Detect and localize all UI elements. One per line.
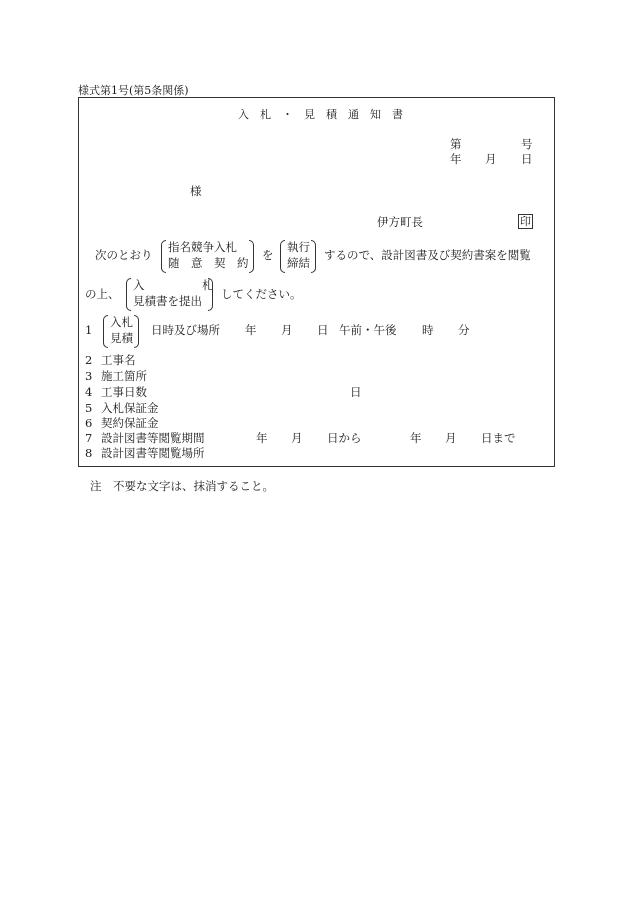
method-brace-left — [161, 240, 166, 273]
item7-from-month: 月 — [291, 431, 303, 445]
seal-mark: 印 — [520, 215, 531, 228]
item5-number: 5 — [85, 401, 93, 415]
item7-from-day: 日から — [327, 431, 362, 445]
number-go: 号 — [521, 137, 533, 151]
item1-year: 年 — [245, 323, 257, 337]
submit-brace-left — [126, 278, 131, 311]
item3-number: 3 — [85, 369, 93, 383]
item7-number: 7 — [85, 431, 93, 445]
method-option-1: 指名競争入札 — [168, 240, 237, 254]
submit-option-1: 入 札 — [133, 278, 214, 292]
submit-option-2: 見積書を提出 — [133, 294, 202, 308]
item1-hour: 時 — [422, 323, 434, 337]
item1-brace-left — [103, 315, 108, 348]
item4-number: 4 — [85, 385, 93, 399]
item1-text: 日時及び場所 — [151, 323, 220, 337]
item4-label: 工事日数 — [101, 385, 147, 399]
body-middle: するので、設計図書及び契約書案を閲覧 — [324, 248, 531, 262]
item4-unit: 日 — [350, 385, 362, 399]
item7-to-day: 日まで — [481, 431, 516, 445]
action-option-2: 締結 — [287, 256, 310, 270]
action-option-1: 執行 — [287, 240, 310, 254]
date-month: 月 — [485, 152, 497, 166]
body-second-start: の上、 — [85, 287, 120, 301]
action-brace-right — [311, 240, 316, 273]
action-brace-left — [280, 240, 285, 273]
date-year: 年 — [450, 152, 462, 166]
addressee-suffix: 様 — [190, 184, 202, 198]
item1-ampm: 午前・午後 — [339, 323, 397, 337]
item1-brace-right — [134, 315, 139, 348]
method-option-2: 随 意 契 約 — [168, 256, 249, 270]
item2-label: 工事名 — [101, 353, 136, 367]
body-second-end: してください。 — [221, 287, 302, 301]
date-day: 日 — [521, 152, 533, 166]
item8-label: 設計図書等閲覧場所 — [101, 446, 205, 460]
item6-label: 契約保証金 — [101, 416, 159, 430]
item3-label: 施工箇所 — [101, 369, 147, 383]
item5-label: 入札保証金 — [101, 401, 159, 415]
issuer: 伊方町長 — [377, 215, 423, 229]
form-label: 様式第1号(第5条関係) — [78, 84, 189, 97]
item7-label: 設計図書等閲覧期間 — [101, 431, 205, 445]
form-title: 入 札 ・ 見 積 通 知 書 — [238, 108, 403, 121]
item6-number: 6 — [85, 416, 93, 430]
body-intro: 次のとおり — [95, 248, 153, 262]
item1-option-2: 見積 — [110, 331, 133, 345]
method-brace-right — [249, 240, 254, 273]
item7-from-year: 年 — [256, 431, 268, 445]
item7-to-year: 年 — [410, 431, 422, 445]
item7-to-month: 月 — [445, 431, 457, 445]
item8-number: 8 — [85, 446, 93, 460]
item1-minute: 分 — [458, 323, 470, 337]
particle-wo: を — [262, 248, 274, 262]
number-dai: 第 — [450, 137, 462, 151]
submit-brace-right — [208, 278, 213, 311]
item1-day: 日 — [317, 323, 329, 337]
footnote: 注 不要な文字は、抹消すること。 — [90, 479, 274, 493]
item1-option-1: 入札 — [110, 315, 133, 329]
item2-number: 2 — [85, 353, 93, 367]
item1-number: 1 — [85, 323, 93, 337]
item1-month: 月 — [281, 323, 293, 337]
